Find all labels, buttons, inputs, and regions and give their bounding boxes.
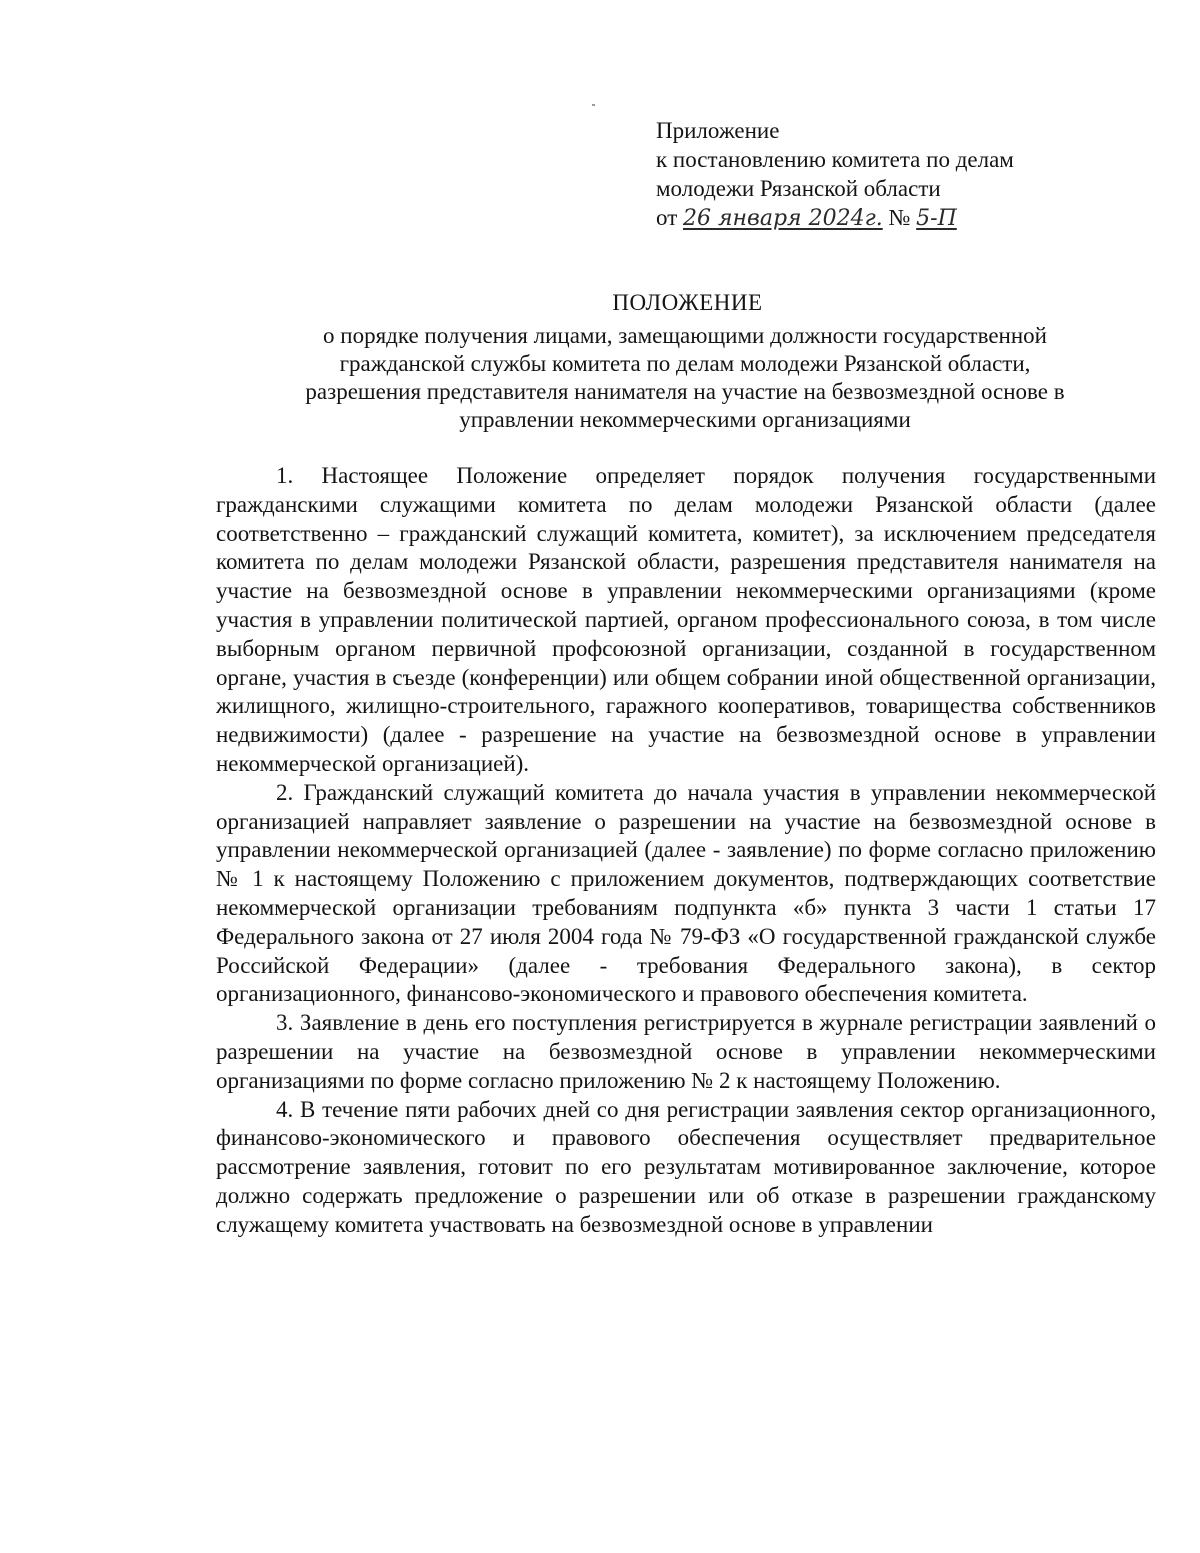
paragraph-3: 3. Заявление в день его поступления регистрируется в журнале регистрации заявлений о разрешении на участие на безвозмездной основе в управлении некоммерческими организациями по форме согласно приложению № 2 к настоящему Положению. — [216, 1010, 1156, 1093]
document-title: ПОЛОЖЕНИЕ — [612, 290, 763, 315]
subtitle-line: управлении некоммерческими организациями — [459, 407, 911, 432]
appendix-date-line — [656, 203, 1014, 233]
paragraph-1: 1. Настоящее Положение определяет порядок получения государственными гражданскими служащими комитета по делам молодежи Рязанской области (далее соответственно – гражданский служащий комитета, комитет), за исключением председателя комитета по делам молодежи Рязанской области, разрешения представителя нанимателя на участие на безвозмездной основе в управлении некоммерческими организациями (кроме участия в управлении политической партией, органом профессионального союза, в том числе выборным органом первичной профсоюзной организации, созданной в государственном органе, участия в съезде (конференции) или общем собрании иной общественной организации, жилищного, жилищно-строительного, гаражного кооперативов, товарищества собственников недвижимости) (далее - разрешение на участие на безвозмездной основе в управлении некоммерческой организацией). — [216, 463, 1156, 776]
appendix-line-2: молодежи Рязанской области — [656, 176, 941, 201]
handwritten-date: 26 января 2024г. — [683, 206, 883, 231]
document-subtitle — [205, 322, 1165, 434]
appendix-line-1: к постановлению комитета по делам — [656, 147, 1014, 172]
number-prefix: № — [888, 205, 911, 230]
appendix-block — [656, 116, 1014, 233]
date-prefix: от — [656, 205, 678, 230]
subtitle-line: гражданской службы комитета по делам молодежи Рязанской области, — [339, 351, 1031, 376]
appendix-label: Приложение — [656, 118, 780, 143]
paragraph-4: 4. В течение пяти рабочих дней со дня регистрации заявления сектор организационного, финансово-экономического и правового обеспечения осуществляет предварительное рассмотрение заявления, готовит по его результатам мотивированное заключение, которое должно содержать предложение о разрешении или об отказе в разрешении гражданскому служащему комитета участвовать на безвозмездной основе в управлении — [216, 1096, 1156, 1237]
handwritten-number: 5-П — [916, 206, 957, 231]
subtitle-line: разрешения представителя нанимателя на участие на безвозмездной основе в — [305, 379, 1065, 404]
subtitle-line: о порядке получения лицами, замещающими должности государственной — [323, 323, 1047, 348]
paragraph-2: 2. Гражданский служащий комитета до начала участия в управлении некоммерческой организацией направляет заявление о разрешении на участие на безвозмездной основе в управлении некоммерческой организацией (далее - заявление) по форме согласно приложению № 1 к настоящему Положению с приложением документов, подтверждающих соответствие некоммерческой организации требованиям подпункта «б» пункта 3 части 1 статьи 17 Федерального закона от 27 июля 2004 года № 79-ФЗ «О государственной гражданской службе Российской Федерации» (далее - требования Федерального закона), в сектор организационного, финансово-экономического и правового обеспечения комитета. — [216, 779, 1156, 1007]
document-body — [216, 462, 1156, 1240]
scan-speck — [592, 104, 595, 106]
